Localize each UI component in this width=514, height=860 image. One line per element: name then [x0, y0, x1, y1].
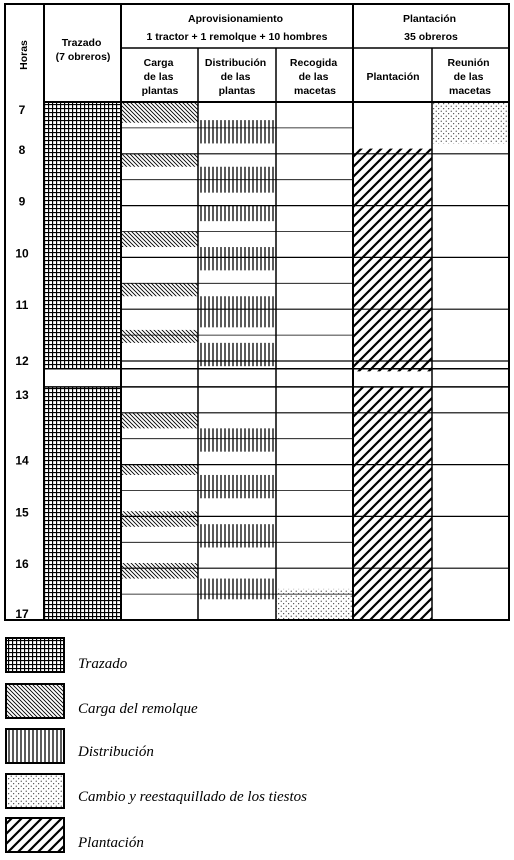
- bar-trazado-1: [44, 102, 121, 369]
- hour-label-16: 16: [15, 557, 29, 572]
- reunion-subheader: Reunión de las macetas: [447, 57, 492, 97]
- bar-carga-3: [121, 232, 198, 248]
- bar-distribucion-5: [198, 296, 276, 327]
- carga-subheader: Carga de las plantas: [141, 57, 179, 97]
- legend: [6, 638, 307, 852]
- legend-swatch-carga: [6, 684, 64, 718]
- bar-distribucion-9: [198, 524, 276, 547]
- bar-distribucion-7: [198, 428, 276, 451]
- hour-labels: [15, 103, 29, 621]
- legend-swatch-distribucion: [6, 729, 64, 763]
- legend-label-trazado: Trazado: [78, 656, 128, 672]
- hour-label-15: 15: [15, 505, 29, 520]
- bar-carga-7: [121, 465, 198, 475]
- bar-trazado-2: [44, 387, 121, 620]
- bar-plantacion-1: [353, 149, 432, 372]
- bar-distribucion-10: [198, 579, 276, 600]
- hour-label-10: 10: [15, 246, 29, 261]
- bar-distribucion-8: [198, 475, 276, 498]
- plantacion-subheader: Plantación: [366, 71, 420, 83]
- hour-label-14: 14: [15, 453, 29, 468]
- legend-item-plantacion: [6, 818, 144, 852]
- hour-label-12: 12: [15, 354, 29, 368]
- bar-distribucion-1: [198, 120, 276, 143]
- hour-label-11: 11: [15, 298, 29, 313]
- bar-distribucion-3: [198, 206, 276, 222]
- legend-item-trazado: [6, 638, 128, 672]
- aprovisionamiento-header: Aprovisionamiento 1 tractor + 1 remolque + 10 hombres: [146, 13, 328, 43]
- hour-label-9: 9: [18, 194, 26, 209]
- bar-carga-2: [121, 154, 198, 167]
- bar-carga-6: [121, 413, 198, 429]
- legend-item-carga: [6, 684, 198, 718]
- legend-swatch-cambio: [6, 774, 64, 808]
- hour-label-8: 8: [18, 142, 26, 157]
- plantacion-group-header: Plantación 35 obreros: [402, 13, 458, 43]
- bar-carga-8: [121, 511, 198, 527]
- legend-label-carga: Carga del remolque: [78, 701, 198, 717]
- horas-header: Horas: [18, 40, 30, 70]
- legend-label-plantacion: Plantación: [78, 835, 144, 851]
- bar-plantacion-2: [353, 387, 432, 620]
- bar-reunion-1: [432, 102, 509, 143]
- legend-label-distribucion: Distribución: [78, 744, 154, 760]
- hour-label-13: 13: [15, 387, 29, 402]
- hour-label-17: 17: [15, 607, 29, 621]
- bar-carga-5: [121, 330, 198, 343]
- distribucion-subheader: Distribución de las plantas: [204, 57, 267, 97]
- legend-label-cambio: Cambio y reestaquillado de los tiestos: [78, 789, 308, 805]
- recogida-subheader: Recogida de las macetas: [289, 57, 338, 97]
- hour-label-7: 7: [18, 103, 26, 117]
- bar-distribucion-6: [198, 343, 276, 366]
- bar-recogida-1: [276, 589, 353, 620]
- legend-item-distribucion: [6, 729, 154, 763]
- legend-item-cambio: [6, 774, 307, 808]
- bar-carga-1: [121, 102, 198, 123]
- bar-carga-9: [121, 563, 198, 579]
- legend-swatch-trazado: [6, 638, 64, 672]
- legend-swatch-plantacion: [6, 818, 64, 852]
- trazado-header: Trazado (7 obreros): [55, 37, 111, 63]
- table-header: [18, 13, 492, 97]
- bar-carga-4: [121, 283, 198, 296]
- bar-distribucion-4: [198, 247, 276, 270]
